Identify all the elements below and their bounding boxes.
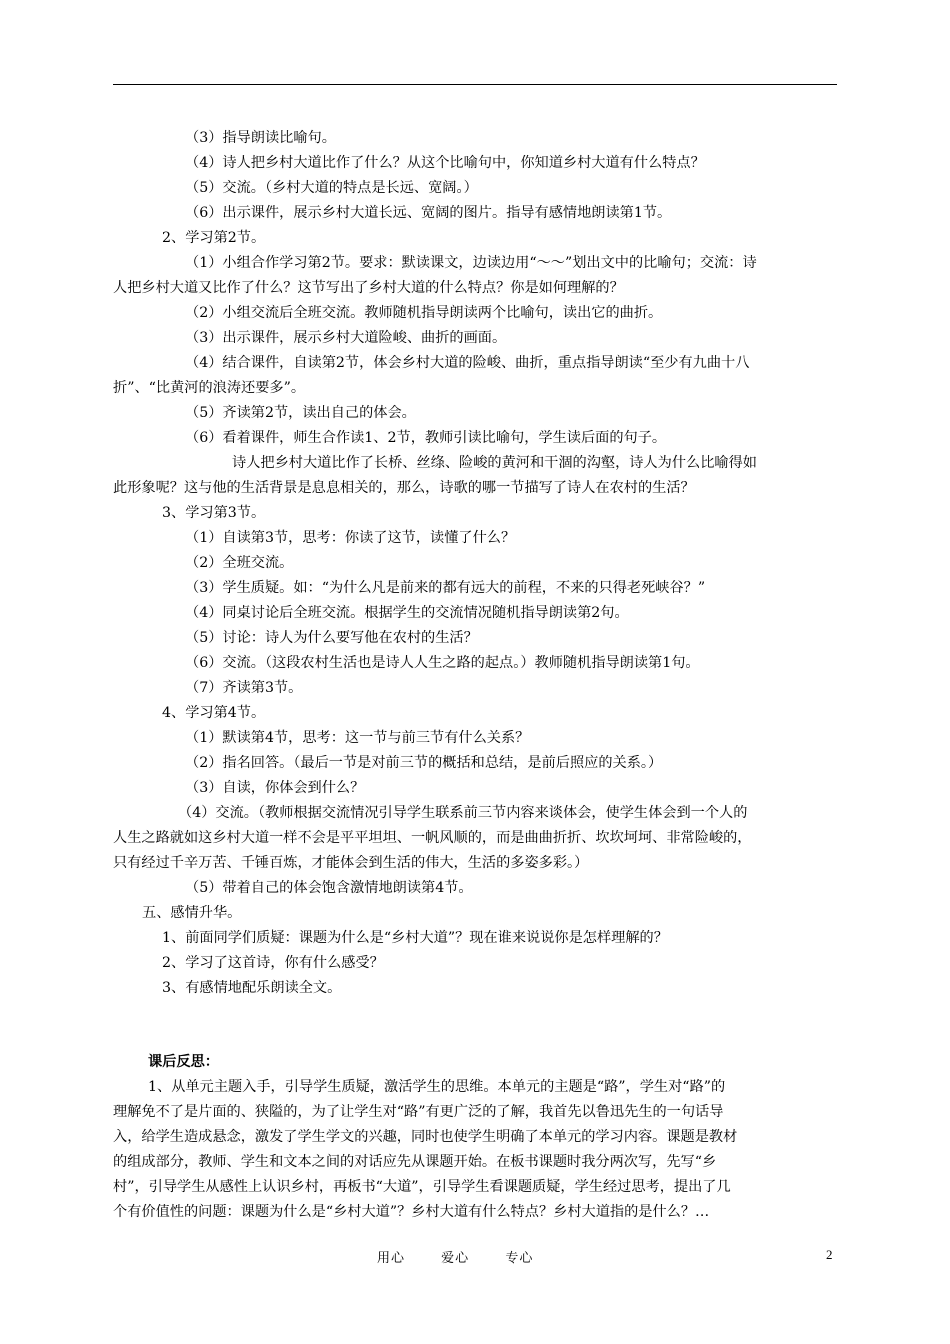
text-line: （1）自读第3节，思考：你读了这节，读懂了什么？ [185,530,516,546]
text-line: （2）全班交流。 [185,555,294,571]
text-line: （4）同桌讨论后全班交流。根据学生的交流情况随机指导朗读第2句。 [185,605,629,621]
footer-word: 用心 [377,1251,406,1266]
text-line: （3）学生质疑。如：“为什么凡是前来的都有远大的前程，不来的只得老死峡谷？” [185,580,706,596]
text-line: （5）交流。（乡村大道的特点是长远、宽阔。） [185,180,478,196]
text-line: 个有价值性的问题：课题为什么是“乡村大道”？乡村大道有什么特点？乡村大道指的是什么？… [113,1204,710,1220]
text-line: （6）交流。（这段农村生活也是诗人人生之路的起点。）教师随机指导朗读第1句。 [185,655,700,671]
text-line: 3、有感情地配乐朗读全文。 [162,980,342,996]
text-line: （5）齐读第2节，读出自己的体会。 [185,405,416,421]
section-heading: 3、学习第3节。 [162,505,266,521]
reflection-heading: 课后反思： [148,1054,219,1070]
text-line: 1、前面同学们质疑：课题为什么是“乡村大道”？现在谁来说说你是怎样理解的？ [162,930,668,946]
text-line: （5）讨论：诗人为什么要写他在农村的生活？ [185,630,478,646]
text-line: （2）指名回答。（最后一节是对前三节的概括和总结，是前后照应的关系。） [185,755,663,771]
text-line: （6）看着课件，师生合作读1、2节，教师引读比喻句，学生读后面的句子。 [185,430,667,446]
section-heading: 4、学习第4节。 [162,705,266,721]
text-line: 人生之路就如这乡村大道一样不会是平平坦坦、一帆风顺的，而是曲曲折折、坎坎坷坷、非常险峻的， [113,830,752,846]
text-line: （5）带着自己的体会饱含激情地朗读第4节。 [185,880,473,896]
text-line: （6）出示课件，展示乡村大道长远、宽阔的图片。指导有感情地朗读第1节。 [185,205,672,221]
text-line: 此形象呢？这与他的生活背景是息息相关的，那么，诗歌的哪一节描写了诗人在农村的生活？ [113,480,695,496]
section-heading: 2、学习第2节。 [162,230,266,246]
text-line: （4）结合课件，自读第2节，体会乡村大道的险峻、曲折，重点指导朗读“至少有九曲十八 [185,355,750,371]
text-line: （2）小组交流后全班交流。教师随机指导朗读两个比喻句，读出它的曲折。 [185,305,663,321]
text-line: 1、从单元主题入手，引导学生质疑，激活学生的思维。本单元的主题是“路”，学生对“路”的 [148,1079,726,1095]
section-heading: 五、感情升华。 [142,905,242,921]
text-line: 诗人把乡村大道比作了长桥、丝绦、险峻的黄河和干涸的沟壑，诗人为什么比喻得如 [232,455,757,471]
text-line: 的组成部分，教师、学生和文本之间的对话应先从课题开始。在板书课题时我分两次写，先写“乡 [113,1154,717,1170]
page-footer [377,1247,564,1266]
text-line: 人把乡村大道又比作了什么？这节写出了乡村大道的什么特点？你是如何理解的？ [113,280,624,296]
text-line: 2、学习了这首诗，你有什么感受？ [162,955,384,971]
text-line: 折”、“比黄河的浪涛还要多”。 [113,380,306,396]
header-rule [113,84,837,85]
footer-word: 爱心 [441,1251,470,1266]
text-line: （1）默读第4节，思考：这一节与前三节有什么关系？ [185,730,530,746]
text-line: （1）小组合作学习第2节。要求：默读课文，边读边用“～～”划出文中的比喻句；交流：诗 [185,255,757,271]
text-line: （7）齐读第3节。 [185,680,303,696]
text-line: 理解免不了是片面的、狭隘的，为了让学生对“路”有更广泛的了解，我首先以鲁迅先生的一句话导 [113,1104,724,1120]
text-line: （3）自读，你体会到什么？ [185,780,365,796]
text-line: 入，给学生造成悬念，激发了学生学文的兴趣，同时也使学生明确了本单元的学习内容。课题是教材 [113,1129,738,1145]
text-line: （3）指导朗读比喻句。 [185,130,336,146]
footer-word: 专心 [505,1251,534,1266]
text-line: 只有经过千辛万苦、千锤百炼，才能体会到生活的伟大，生活的多姿多彩。） [113,855,589,871]
text-line: （4）诗人把乡村大道比作了什么？从这个比喻句中，你知道乡村大道有什么特点？ [185,155,705,171]
page-number: 2 [826,1247,833,1262]
text-line: （4）交流。（教师根据交流情况引导学生联系前三节内容来谈体会，使学生体会到一个人的 [178,805,748,821]
text-line: （3）出示课件，展示乡村大道险峻、曲折的画面。 [185,330,507,346]
text-line: 村”，引导学生从感性上认识乡村，再板书“大道”，引导学生看课题质疑，学生经过思考，提出了几 [113,1179,731,1195]
